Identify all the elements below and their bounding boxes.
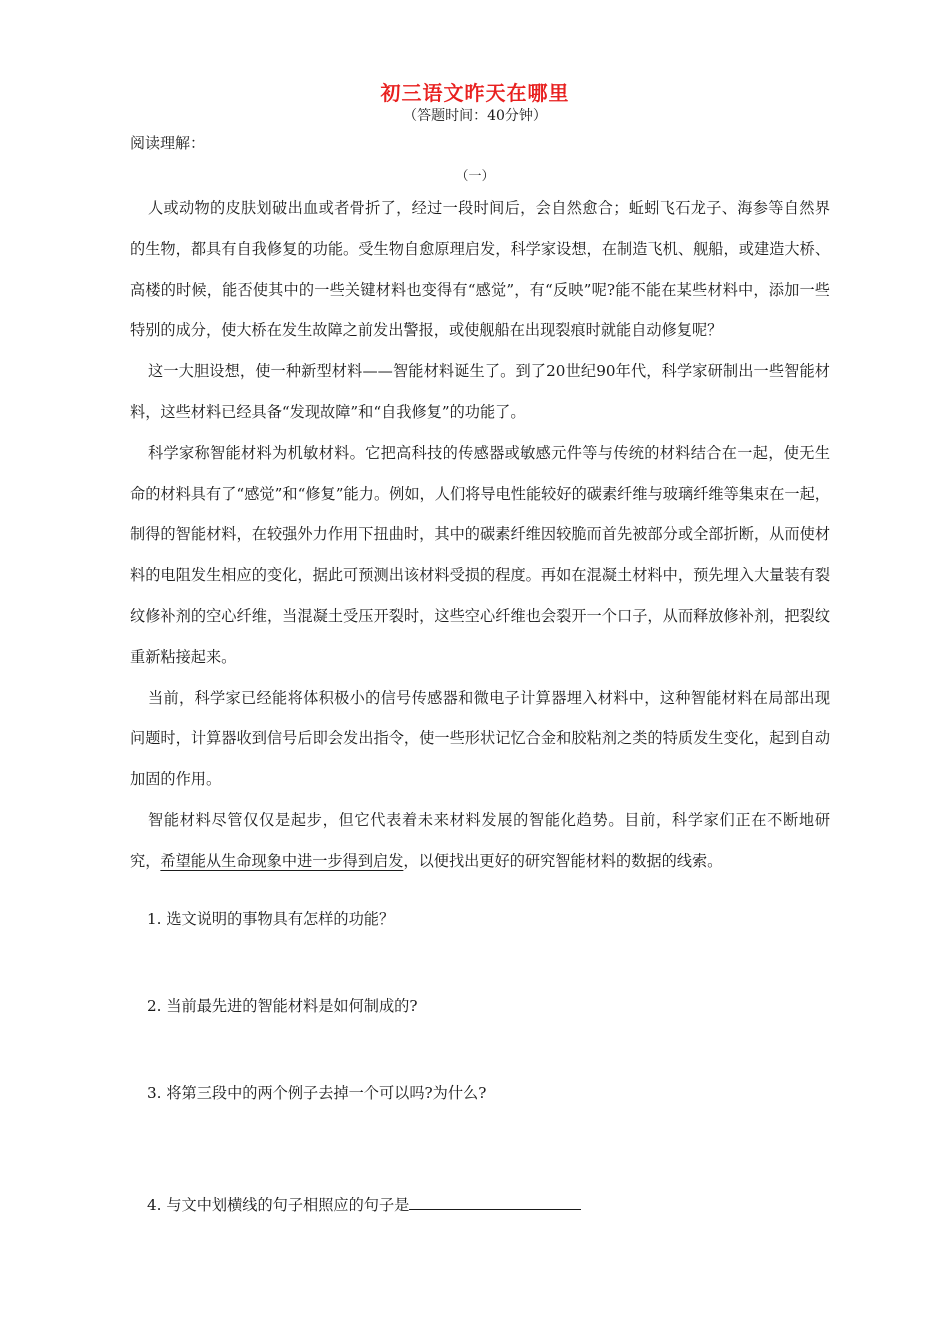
passage-paragraph-5 [130, 800, 830, 882]
answer-blank[interactable] [409, 1193, 581, 1210]
paragraph-5-text-after: ，以便找出更好的研究智能材料的数据的线索。 [403, 851, 723, 870]
question-2: 2. 当前最先进的智能材料是如何制成的? [147, 997, 418, 1015]
passage-paragraph-3: 科学家称智能材料为机敏材料。它把高科技的传感器或敏感元件等与传统的材料结合在一起，使无生命的材料具有了“感觉”和“修复”能力。例如，人们将导电性能较好的碳素纤维与玻璃纤维等集束在一起，制得的智能材料，在较强外力作用下扭曲时，其中的碳素纤维因较脆而首先被部分或全部折断，从而使材料的电阻发生相应的变化，据此可预测出该材料受损的程度。再如在混凝土材料中，预先埋入大量装有裂纹修补剂的空心纤维，当混凝土受压开裂时，这些空心纤维也会裂开一个口子，从而释放修补剂，把裂纹重新粘接起来。 [130, 443, 830, 666]
section-label: 阅读理解： [130, 134, 206, 152]
document-title: 初三语文昨天在哪里 [380, 81, 570, 105]
question-4-text: 4. 与文中划横线的句子相照应的句子是 [147, 1196, 410, 1214]
question-3: 3. 将第三段中的两个例子去掉一个可以吗?为什么? [147, 1084, 487, 1102]
question-1: 1. 选文说明的事物具有怎样的功能？ [147, 910, 395, 928]
underlined-sentence: 希望能从生命现象中进一步得到启发 [160, 851, 404, 870]
passage-paragraph-2: 这一大胆设想，使一种新型材料——智能材料诞生了。到了20世纪90年代，科学家研制出一些智能材料，这些材料已经具备“发现故障”和“自我修复”的功能了。 [130, 362, 830, 421]
part-label: （一） [455, 169, 495, 184]
passage-paragraph-1: 人或动物的皮肤划破出血或者骨折了，经过一段时间后，会自然愈合；蚯蚓飞石龙子、海参等自然界的生物，都具有自我修复的功能。受生物自愈原理启发，科学家设想，在制造飞机、舰船，或建造大桥、高楼的时候，能否使其中的一些关键材料也变得有“感觉”，有“反映”呢?能不能在某些材料中，添加一些特别的成分，使大桥在发生故障之前发出警报，或使舰船在出现裂痕时就能自动修复呢？ [130, 199, 830, 340]
reading-passage [130, 188, 830, 882]
question-4 [147, 1193, 581, 1216]
passage-paragraph-4: 当前，科学家已经能将体积极小的信号传感器和微电子计算器埋入材料中，这种智能材料在局部出现问题时，计算器收到信号后即会发出指令，使一些形状记忆合金和胶粘剂之类的特质发生变化，起到自动加固的作用。 [130, 688, 830, 789]
time-limit-note: （答题时间：40分钟） [403, 108, 547, 124]
paragraph-5-text-before: 智能材料尽管仅仅是起步，但它代表着未来材料发展的智能化趋势。目前，科学家们正在不断地研究， [130, 810, 830, 870]
